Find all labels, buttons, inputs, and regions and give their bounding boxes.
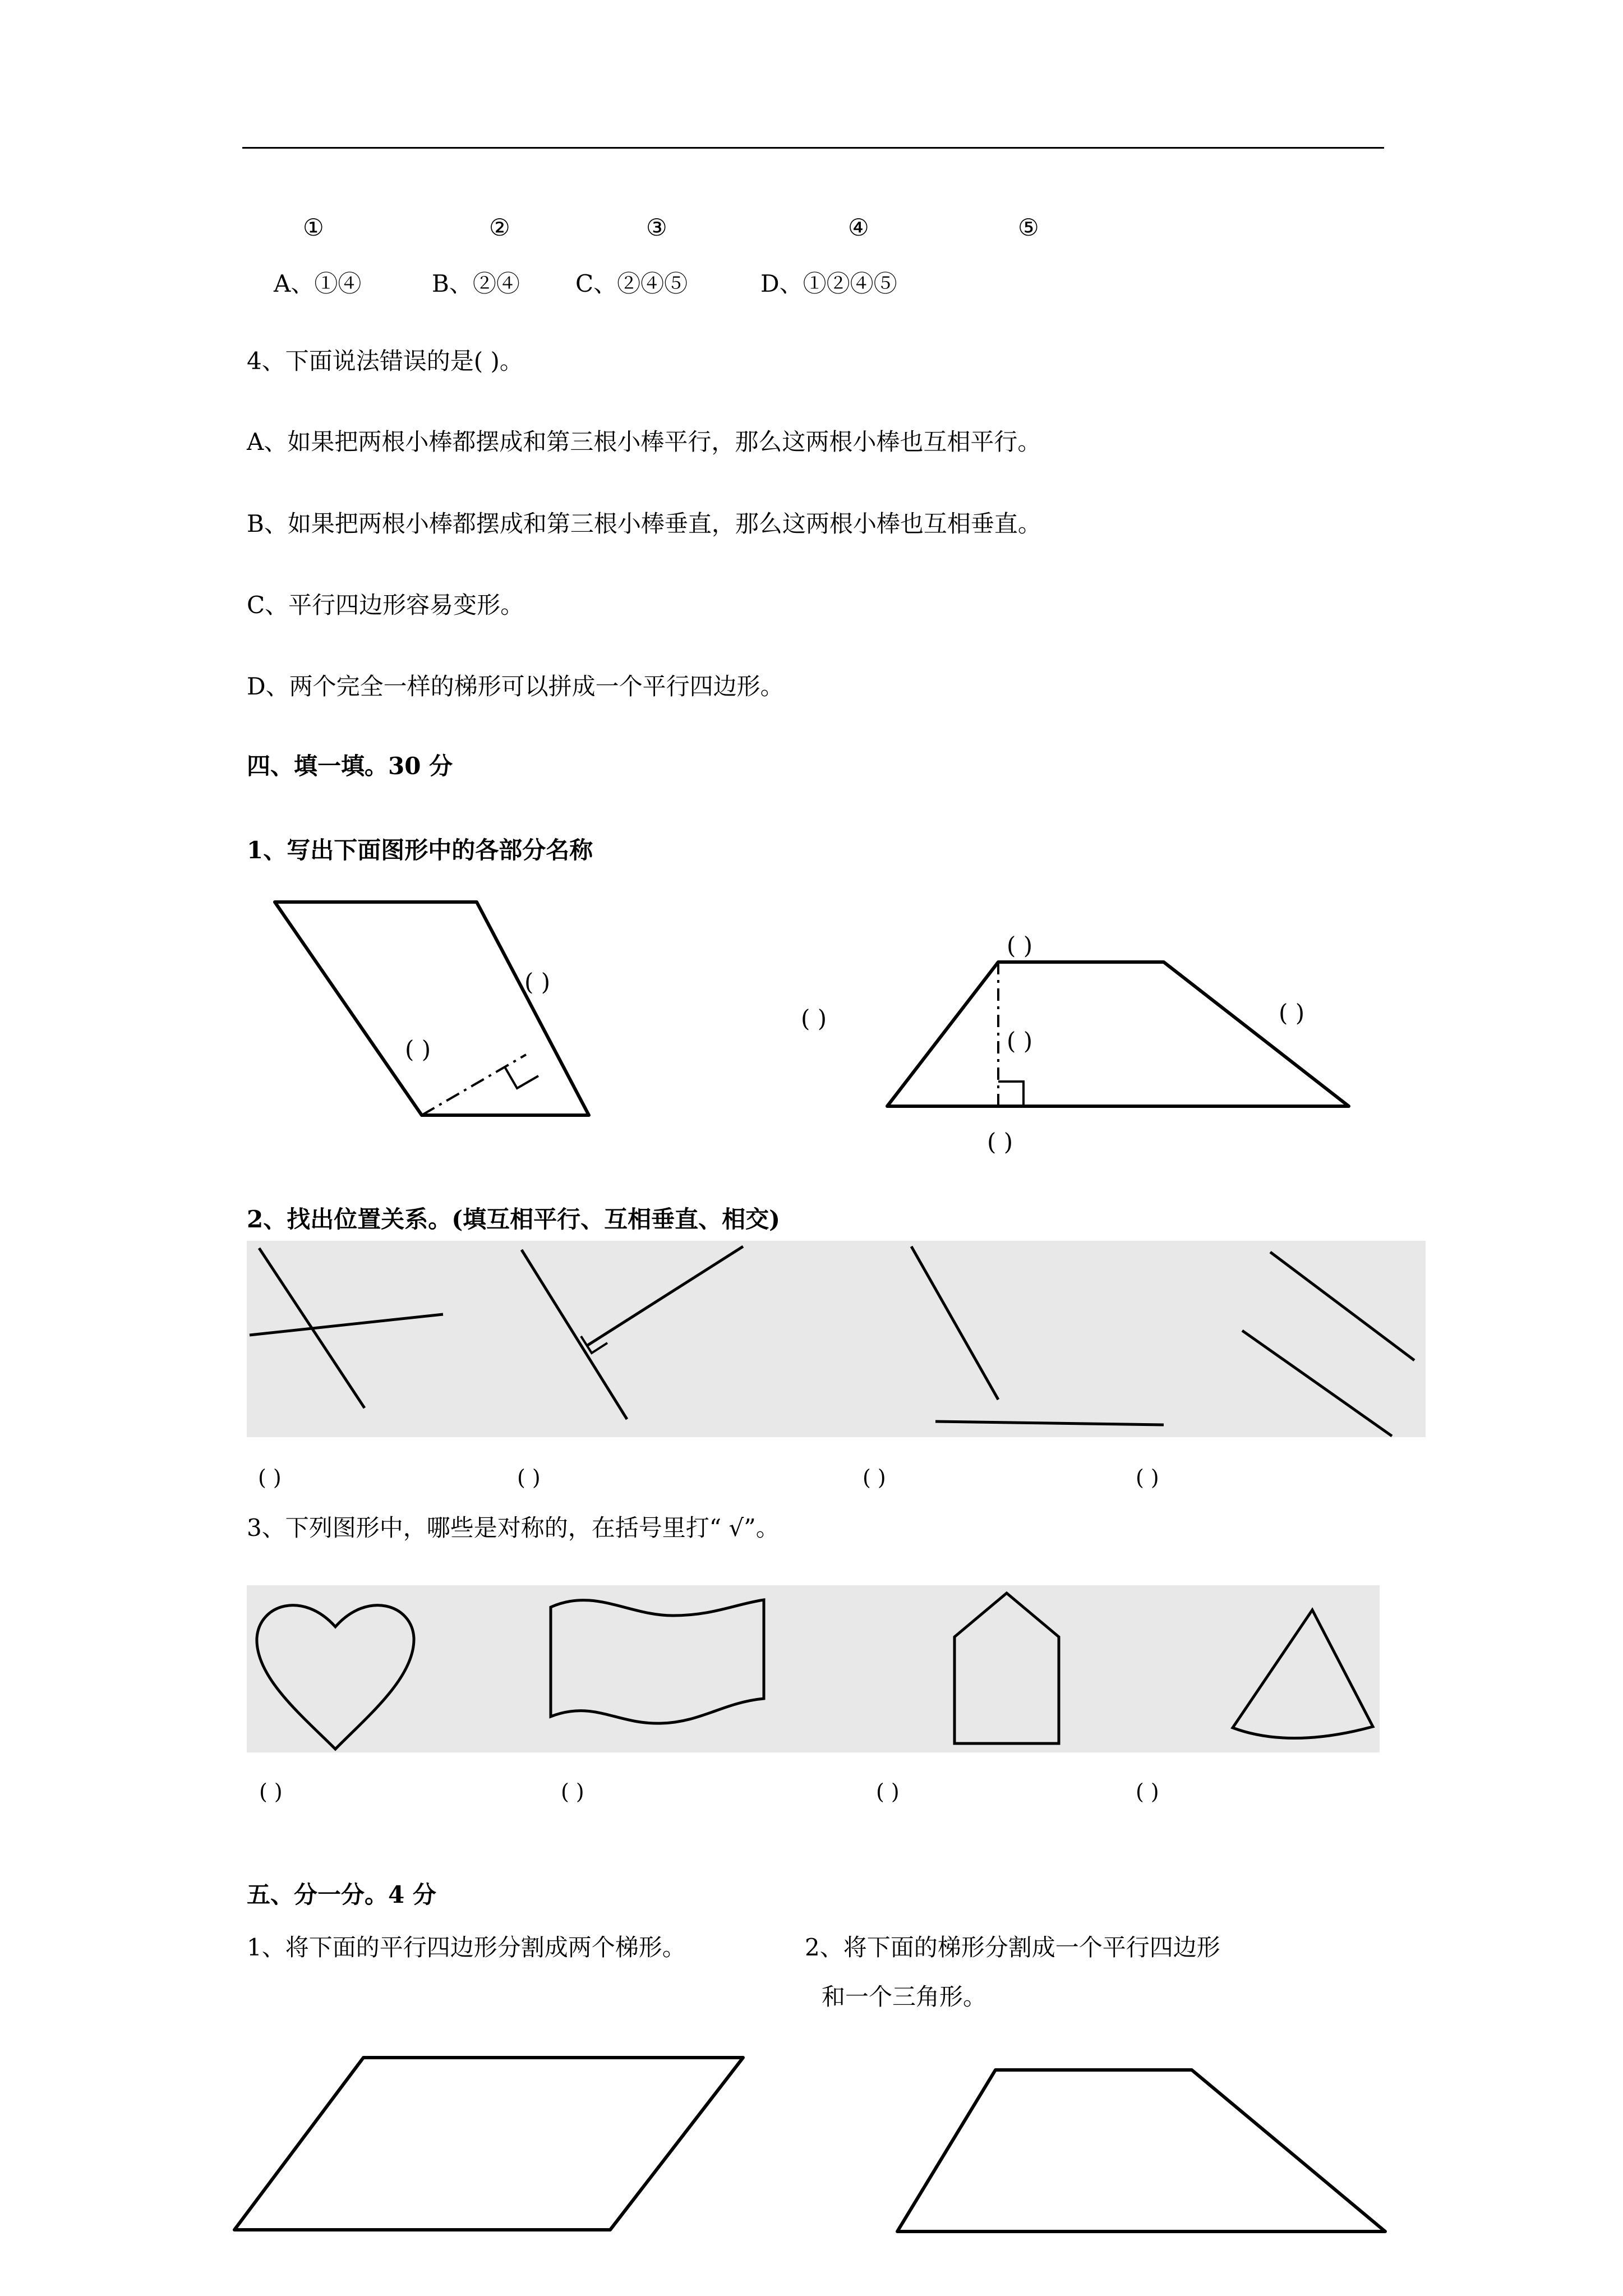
parallelogram-height-blank[interactable]: ( ) <box>405 1036 431 1063</box>
q4-option-c: C、平行四边形容易变形。 <box>247 591 524 619</box>
figure-label-1: ① <box>303 214 324 241</box>
lines-blank-1[interactable]: ( ) <box>258 1465 282 1490</box>
s4-q2-title: 2、找出位置关系。(填互相平行、互相垂直、相交) <box>247 1205 780 1233</box>
lines-blank-2[interactable]: ( ) <box>517 1465 541 1490</box>
parallelogram-to-split <box>234 2058 743 2230</box>
symmetry-blank-4[interactable]: ( ) <box>1136 1779 1159 1804</box>
symmetry-blank-3[interactable]: ( ) <box>876 1779 900 1804</box>
trapezoid-to-split <box>897 2070 1385 2231</box>
trapezoid-right-blank[interactable]: ( ) <box>1279 999 1305 1027</box>
choice-b: B、②④ <box>432 270 520 297</box>
lines-blank-3[interactable]: ( ) <box>863 1465 886 1490</box>
lines-blank-4[interactable]: ( ) <box>1136 1465 1159 1490</box>
s4-q3-title: 3、下列图形中，哪些是对称的，在括号里打“ √”。 <box>247 1514 780 1542</box>
trapezoid-left-blank[interactable]: ( ) <box>801 1005 827 1032</box>
s5-q2-line2: 和一个三角形。 <box>822 1983 987 2010</box>
choice-d: D、①②④⑤ <box>760 270 897 297</box>
choice-c: C、②④⑤ <box>575 270 688 297</box>
figure-label-3: ③ <box>646 214 667 241</box>
s5-q2-line1: 2、将下面的梯形分割成一个平行四边形 <box>805 1934 1220 1961</box>
choice-a: A、①④ <box>274 270 362 297</box>
trapezoid-height-blank[interactable]: ( ) <box>1007 1027 1033 1055</box>
q4-option-b: B、如果把两根小棒都摆成和第三根小棒垂直，那么这两根小棒也互相垂直。 <box>247 510 1041 537</box>
symmetry-blank-1[interactable]: ( ) <box>259 1779 283 1804</box>
figure-label-5: ⑤ <box>1018 214 1039 241</box>
figure-label-4: ④ <box>848 214 869 241</box>
section4-title: 四、填一填。30 分 <box>247 752 453 780</box>
q4-question: 4、下面说法错误的是( )。 <box>247 347 523 375</box>
trapezoid-bottom-blank[interactable]: ( ) <box>987 1128 1013 1156</box>
section5-title: 五、分一分。4 分 <box>247 1881 436 1908</box>
q4-option-a: A、如果把两根小棒都摆成和第三根小棒平行，那么这两根小棒也互相平行。 <box>247 428 1041 455</box>
symmetry-blank-2[interactable]: ( ) <box>561 1779 584 1804</box>
s5-q1: 1、将下面的平行四边形分割成两个梯形。 <box>247 1934 686 1961</box>
parallelogram-side-blank[interactable]: ( ) <box>524 968 551 996</box>
figure-label-2: ② <box>489 214 510 241</box>
q4-option-d: D、两个完全一样的梯形可以拼成一个平行四边形。 <box>247 673 784 700</box>
trapezoid-top-blank[interactable]: ( ) <box>1007 932 1033 959</box>
s4-q1-title: 1、写出下面图形中的各部分名称 <box>247 836 593 864</box>
